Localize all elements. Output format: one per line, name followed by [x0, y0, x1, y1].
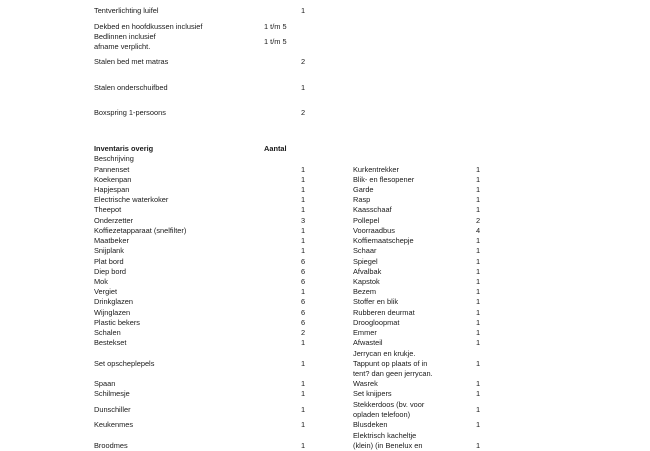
item-name: Voorraadbus — [353, 226, 395, 235]
item-qty: 1 — [300, 389, 306, 398]
item-qty: 1 — [475, 287, 481, 296]
item-name: Pannenset — [94, 165, 130, 174]
item-name: Kaasschaaf — [353, 205, 392, 214]
item-qty: 1 — [475, 328, 481, 337]
item-qty: 1 — [300, 405, 306, 414]
item-name: Wijnglazen — [94, 308, 131, 317]
item-name: Snijplank — [94, 246, 124, 255]
item-qty: 1 — [300, 195, 306, 204]
item-name: Theepot — [94, 205, 122, 214]
item-qty: 1 — [475, 205, 481, 214]
item-qty: 3 — [300, 216, 306, 225]
item-qty: 1 — [300, 287, 306, 296]
item-qty: 1 — [475, 257, 481, 266]
item-name: Koffiemaatschepje — [353, 236, 414, 245]
item-qty: 1 — [475, 165, 481, 174]
item-name: Bestekset — [94, 338, 127, 347]
item-qty: 1 — [300, 379, 306, 388]
item-name: Hapjespan — [94, 185, 130, 194]
row-amount: 2 — [300, 57, 306, 66]
item-qty: 6 — [300, 267, 306, 276]
item-qty: 1 — [300, 441, 306, 450]
item-qty: 1 — [475, 338, 481, 347]
item-qty: 4 — [475, 226, 481, 235]
row-description: Stalen bed met matras — [94, 57, 169, 66]
row-amount: 1 — [300, 6, 306, 15]
row-description: Dekbed en hoofdkussen inclusief — [94, 22, 203, 31]
item-name: Rubberen deurmat — [353, 308, 415, 317]
item-qty: 1 — [475, 246, 481, 255]
item-qty: 1 — [475, 236, 481, 245]
item-qty: 1 — [300, 165, 306, 174]
item-name: Plastic bekers — [94, 318, 141, 327]
item-qty: 1 — [475, 195, 481, 204]
item-name: Maatbeker — [94, 236, 129, 245]
row-description-line2: afname verplicht. — [94, 42, 151, 51]
item-name: Schilmesje — [94, 389, 130, 398]
item-name: Diep bord — [94, 267, 127, 276]
row-range: 1 t/m 5 — [264, 37, 287, 46]
item-qty: 1 — [475, 277, 481, 286]
item-qty: 1 — [300, 246, 306, 255]
row-range: 1 t/m 5 — [264, 22, 287, 31]
item-name: Vergiet — [94, 287, 118, 296]
row-amount: 2 — [300, 108, 306, 117]
item-qty: 6 — [300, 308, 306, 317]
item-name: Set knijpers — [353, 389, 392, 398]
inventory-title: Inventaris overig — [94, 144, 154, 153]
item-qty: 1 — [475, 359, 481, 368]
item-name: Set opscheplepels — [94, 359, 155, 368]
item-qty: 1 — [300, 185, 306, 194]
row-description: Tentverlichting luifel — [94, 6, 159, 15]
item-qty: 1 — [300, 226, 306, 235]
item-qty: 1 — [475, 185, 481, 194]
item-qty: 1 — [300, 359, 306, 368]
item-name: Dunschiller — [94, 405, 131, 414]
item-name: Wasrek — [353, 379, 378, 388]
item-name: Stekkerdoos (bv. voor — [353, 400, 425, 409]
item-qty: 6 — [300, 297, 306, 306]
item-name: Bezem — [353, 287, 377, 296]
item-qty: 1 — [475, 267, 481, 276]
item-qty: 1 — [475, 405, 481, 414]
item-name: Droogloopmat — [353, 318, 400, 327]
item-name: Koekenpan — [94, 175, 132, 184]
item-qty: 1 — [475, 441, 481, 450]
item-qty: 2 — [475, 216, 481, 225]
item-name: Spiegel — [353, 257, 378, 266]
item-name: Broodmes — [94, 441, 128, 450]
item-qty: 1 — [475, 318, 481, 327]
item-name: Koffiezetapparaat (snelfilter) — [94, 226, 187, 235]
item-name: Afvalbak — [353, 267, 382, 276]
description-header: Beschrijving — [94, 154, 134, 163]
item-qty: 1 — [300, 338, 306, 347]
item-name: Keukenmes — [94, 420, 134, 429]
item-name: Elektrisch kacheltje — [353, 431, 417, 440]
item-qty: 1 — [475, 389, 481, 398]
item-qty: 1 — [475, 420, 481, 429]
amount-header: Aantal — [264, 144, 287, 153]
item-name-line2: (klein) (in Benelux en — [353, 441, 423, 451]
item-name: Garde — [353, 185, 374, 194]
row-amount: 1 — [300, 83, 306, 92]
row-description: Bedlinnen inclusief — [94, 32, 156, 41]
item-name-line2: Tappunt op plaats of in — [353, 359, 428, 369]
item-name: Mok — [94, 277, 108, 286]
item-qty: 6 — [300, 318, 306, 327]
item-qty: 2 — [300, 328, 306, 337]
item-qty: 1 — [300, 420, 306, 429]
item-qty: 1 — [475, 297, 481, 306]
item-qty: 6 — [300, 257, 306, 266]
item-name: Blik- en flesopener — [353, 175, 415, 184]
row-description: Stalen onderschuifbed — [94, 83, 168, 92]
item-name: Jerrycan en krukje. — [353, 349, 416, 358]
item-name: Plat bord — [94, 257, 124, 266]
item-name: Kapstok — [353, 277, 380, 286]
item-qty: 1 — [300, 205, 306, 214]
item-qty: 6 — [300, 277, 306, 286]
item-name: Spaan — [94, 379, 116, 388]
item-name: Electrische waterkoker — [94, 195, 169, 204]
item-name: Schaar — [353, 246, 377, 255]
item-name: Rasp — [353, 195, 371, 204]
row-description: Boxspring 1-persoons — [94, 108, 166, 117]
item-name-line2: opladen telefoon) — [353, 410, 411, 420]
item-name: Emmer — [353, 328, 377, 337]
item-name: Stoffer en blik — [353, 297, 399, 306]
item-qty: 1 — [300, 175, 306, 184]
item-name: Kurkentrekker — [353, 165, 400, 174]
item-name: Onderzetter — [94, 216, 134, 225]
item-name-line3: tent? dan geen jerrycan. — [353, 369, 433, 379]
item-qty: 1 — [475, 308, 481, 317]
item-name: Afwasteil — [353, 338, 383, 347]
item-name: Blusdeken — [353, 420, 388, 429]
item-qty: 1 — [300, 236, 306, 245]
item-qty: 1 — [475, 379, 481, 388]
item-qty: 1 — [475, 175, 481, 184]
item-name: Pollepel — [353, 216, 380, 225]
item-name: Drinkglazen — [94, 297, 134, 306]
item-name: Schalen — [94, 328, 121, 337]
